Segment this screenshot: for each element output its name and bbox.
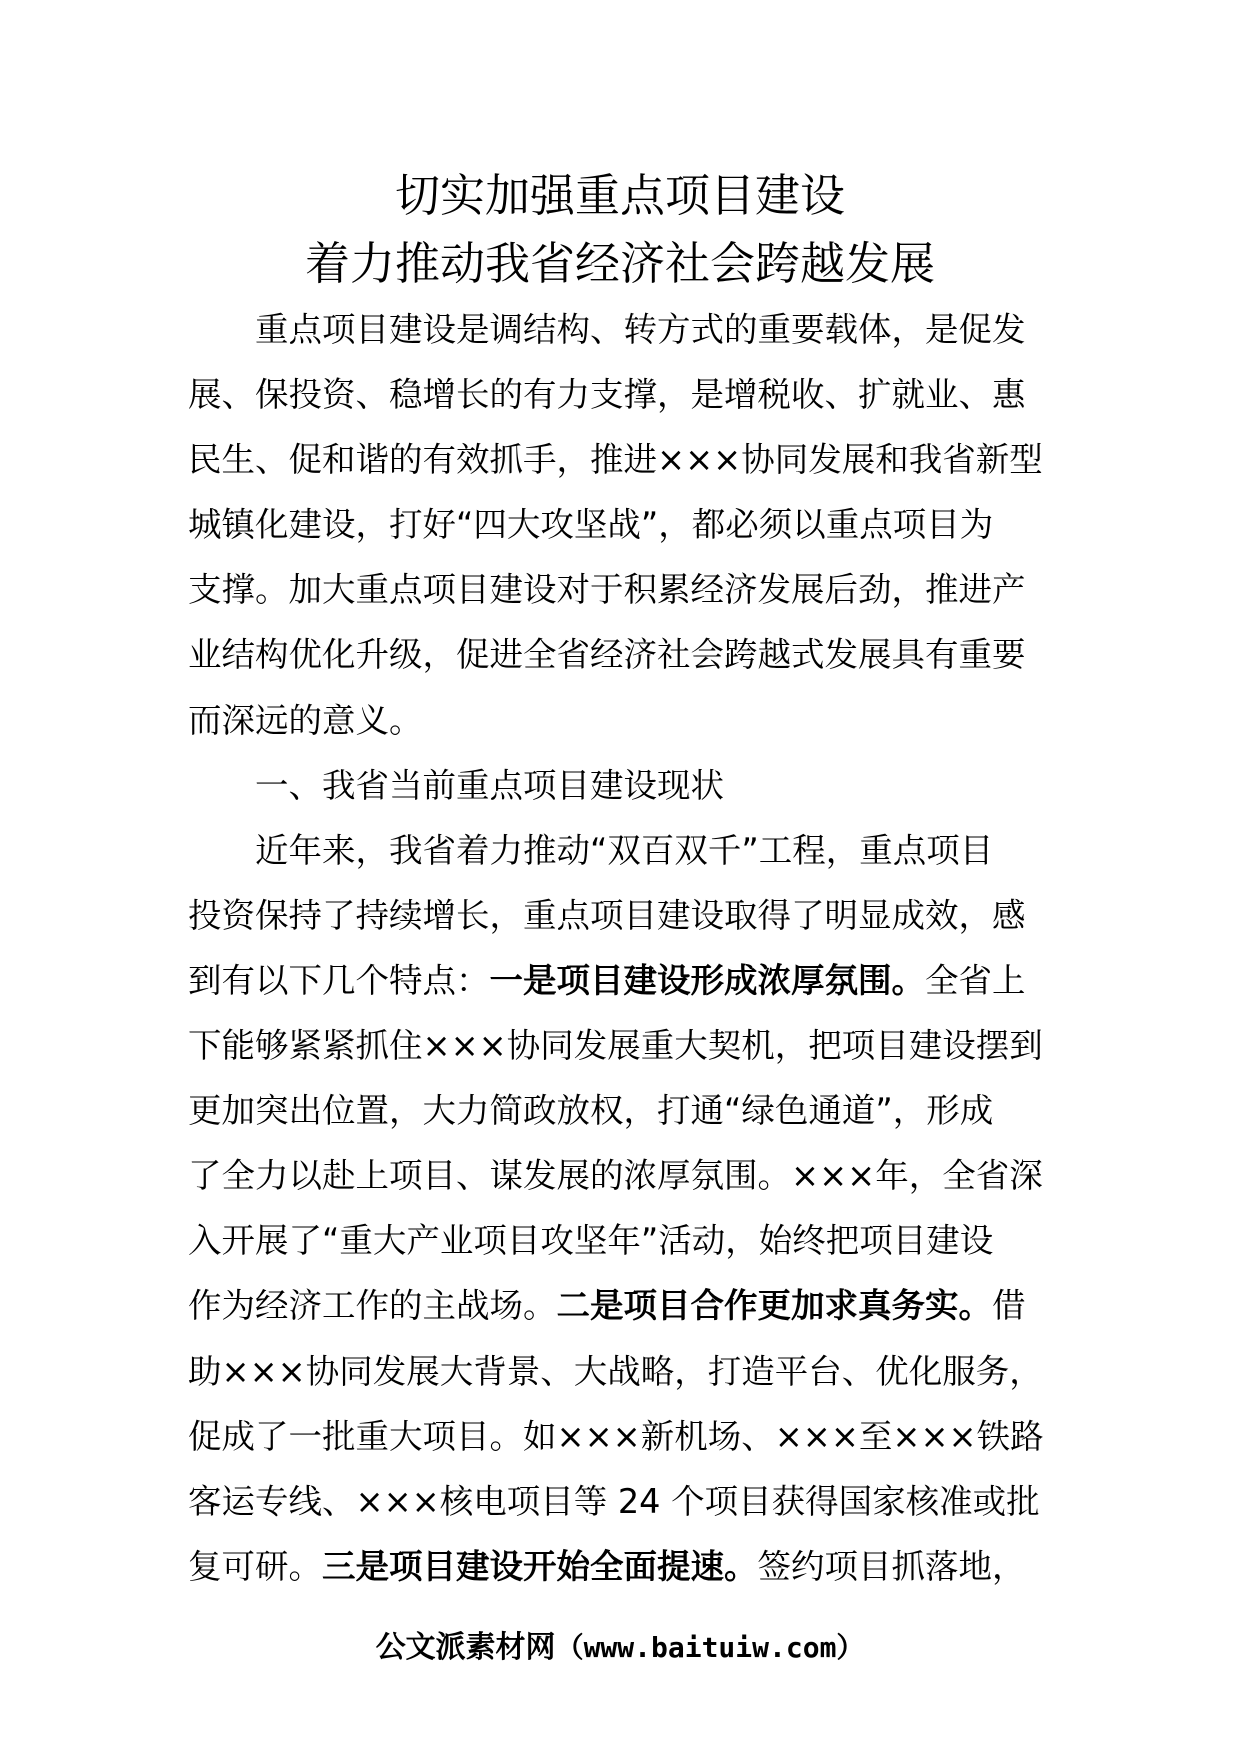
body-line (188, 1013, 1064, 1078)
body-text: 城镇化建设，打好“四大攻坚战”，都必须以重点项目为 (188, 505, 994, 545)
document-title (0, 162, 1240, 298)
body-line (188, 1534, 1064, 1599)
body-text: 签约项目抓落地， (757, 1546, 1026, 1586)
footer-url: （www.baituiw.com） (555, 1631, 865, 1664)
body-text: 复可研。 (188, 1546, 322, 1586)
emphasis-text: 一是项目建设形成浓厚氛围。 (489, 960, 925, 1000)
body-line (188, 1469, 1064, 1534)
body-text: 而深远的意义。 (188, 700, 423, 740)
body-text: 入开展了“重大产业项目攻坚年”活动，始终把项目建设 (188, 1221, 994, 1261)
body-line (188, 753, 1064, 818)
title-line-1: 切实加强重点项目建设 (394, 169, 845, 222)
body-text: 借 (992, 1286, 1026, 1326)
emphasis-text: 二是项目合作更加求真务实。 (556, 1286, 992, 1326)
body-line (188, 362, 1064, 427)
body-text: 作为经济工作的主战场。 (188, 1286, 557, 1326)
body-line (188, 688, 1064, 753)
body-text: 更加突出位置，大力简政放权，打通“绿色通道”，形成 (188, 1091, 994, 1131)
body-text: 全省上 (925, 960, 1026, 1000)
body-text: 促成了一批重大项目。如×××新机场、×××至×××铁路 (188, 1416, 1044, 1456)
body-text: 下能够紧紧抓住×××协同发展重大契机，把项目建设摆到 (188, 1026, 1043, 1066)
body-line (188, 557, 1064, 622)
body-line (188, 427, 1064, 492)
body-line (188, 492, 1064, 557)
body-text: 助×××协同发展大背景、大战略，打造平台、优化服务， (188, 1351, 1043, 1391)
body-text: 一、我省当前重点项目建设现状 (255, 765, 724, 805)
footer-site-name: 公文派素材网 (375, 1630, 556, 1665)
title-line-2: 着力推动我省经济社会跨越发展 (304, 237, 935, 290)
body-text: 展、保投资、稳增长的有力支撑，是增税收、扩就业、惠 (188, 375, 1026, 415)
body-line (188, 1404, 1064, 1469)
body-line (188, 1078, 1064, 1143)
body-line (188, 1273, 1064, 1338)
body-text: 重点项目建设是调结构、转方式的重要载体，是促发 (255, 310, 1026, 349)
body-line (188, 1143, 1064, 1208)
document-body (188, 297, 1064, 1599)
body-text: 了全力以赴上项目、谋发展的浓厚氛围。×××年，全省深 (188, 1156, 1043, 1196)
body-text: 客运专线、×××核电项目等 24 个项目获得国家核准或批 (188, 1481, 1040, 1521)
body-line (188, 818, 1064, 883)
body-line (188, 622, 1064, 687)
body-text: 业结构优化升级，促进全省经济社会跨越式发展具有重要 (188, 635, 1026, 675)
body-line (188, 883, 1064, 948)
body-line (188, 297, 1064, 362)
body-line (188, 1208, 1064, 1273)
body-text: 到有以下几个特点： (188, 960, 490, 1000)
body-text: 民生、促和谐的有效抓手，推进×××协同发展和我省新型 (188, 440, 1043, 480)
body-line (188, 1339, 1064, 1404)
body-text: 支撑。加大重点项目建设对于积累经济发展后劲，推进产 (188, 570, 1026, 610)
body-text: 投资保持了持续增长，重点项目建设取得了明显成效，感 (188, 895, 1026, 935)
emphasis-text: 三是项目建设开始全面提速。 (322, 1546, 758, 1586)
body-line (188, 948, 1064, 1013)
body-text: 近年来，我省着力推动“双百双千”工程，重点项目 (255, 830, 994, 870)
watermark-footer (0, 1626, 1240, 1670)
